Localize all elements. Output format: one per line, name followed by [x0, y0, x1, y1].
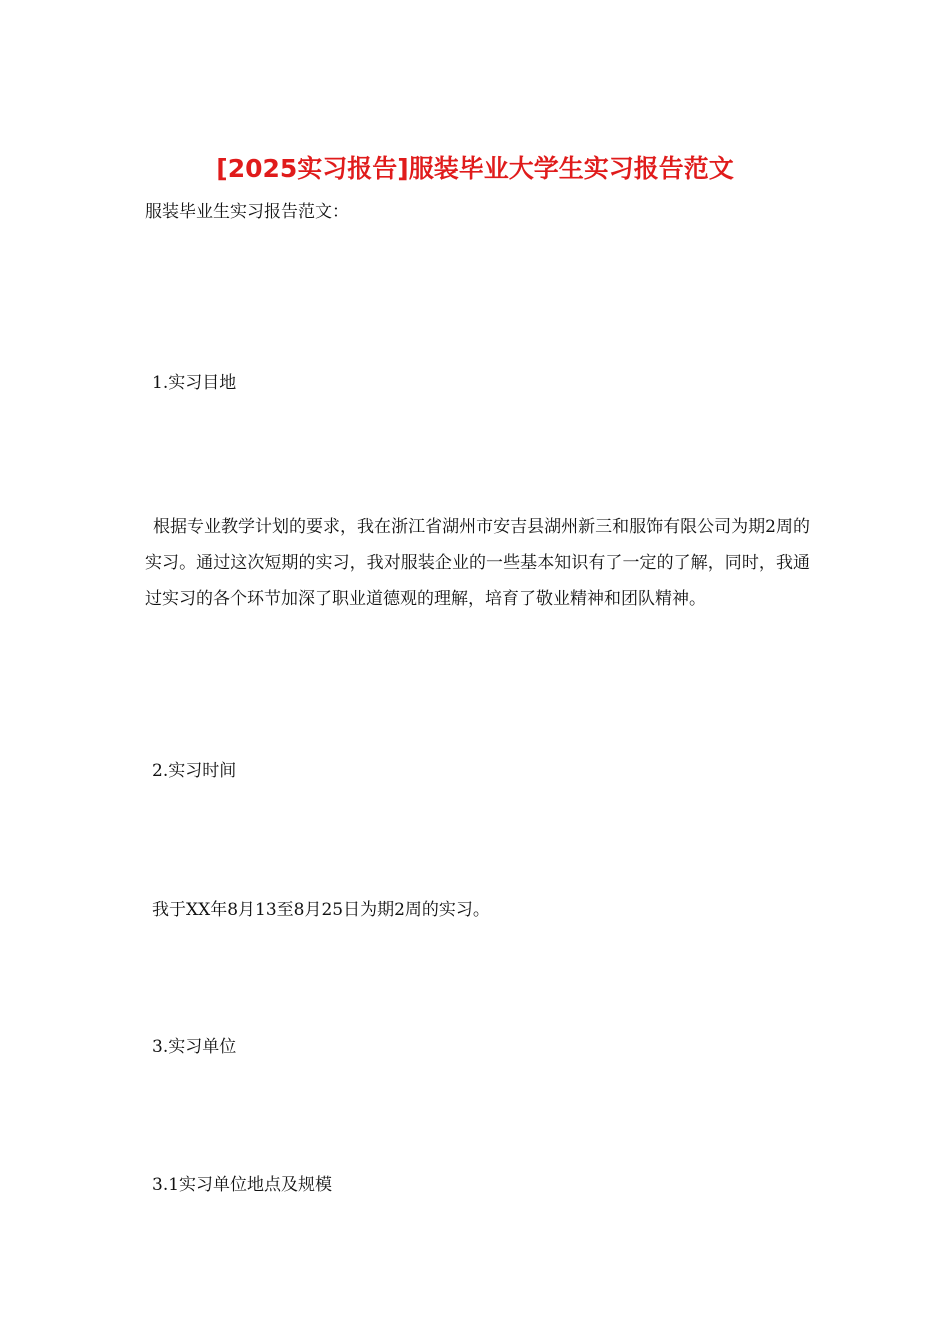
section-1-heading: 1.实习目地	[152, 373, 237, 393]
section-2-body: 我于XX年8月13至8月25日为期2周的实习。	[152, 900, 490, 920]
section-2-heading: 2.实习时间	[152, 761, 237, 781]
document-subtitle: 服装毕业生实习报告范文：	[145, 202, 349, 222]
section-1-body: 根据专业教学计划的要求，我在浙江省湖州市安吉县湖州新三和服饰有限公司为期2周的实习。通过这次短期的实习，我对服装企业的一些基本知识有了一定的了解，同时，我通过实习的各个环节加深了职业道德观的理解，培育了敬业精神和团队精神。	[145, 517, 810, 609]
document-title: [2025实习报告]服装毕业大学生实习报告范文	[216, 154, 734, 183]
section-3-heading: 3.实习单位	[152, 1037, 237, 1057]
section-3-1-heading: 3.1实习单位地点及规模	[152, 1175, 333, 1195]
